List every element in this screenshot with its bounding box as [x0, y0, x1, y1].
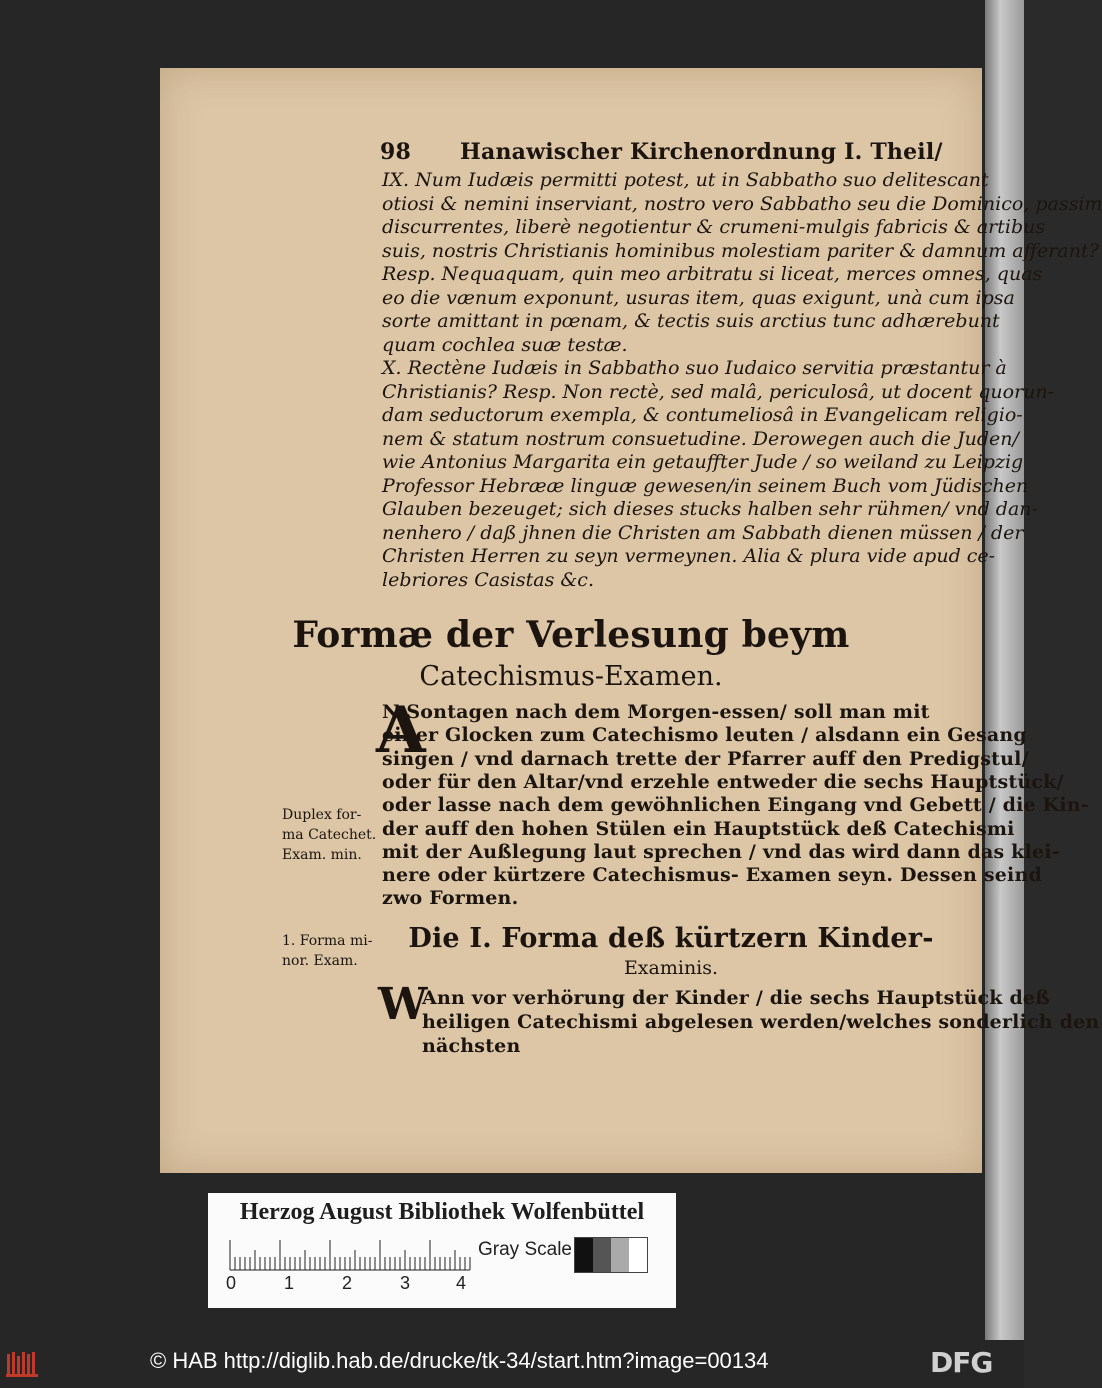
text-line: X. Rectène Iudæis in Sabbatho suo Iudaico servitia præstantur à	[382, 357, 1007, 379]
text-line: nächsten	[422, 1035, 521, 1057]
text-line: oder für den Altar/vnd erzehle entweder die sechs Hauptstück/	[382, 770, 1064, 793]
drop-capital-w: W	[378, 979, 428, 1030]
ruler-number: 2	[342, 1273, 353, 1293]
footer-bar	[0, 1340, 1024, 1388]
text-line: mit der Außlegung laut sprechen / vnd das wird dann das klei-	[382, 840, 1060, 863]
text-line: otiosi & nemini inserviant, nostro vero Sabbatho seu die Dominico, passim	[382, 192, 1102, 215]
text-line: quam cochlea suæ testæ.	[382, 333, 628, 356]
text-line: zwo Formen.	[382, 887, 519, 910]
text-line: Christen Herren zu seyn vermeynen. Alia & plura vide apud ce-	[382, 545, 996, 567]
running-title: Hanawischer Kirchenordnung I. Theil/	[460, 139, 943, 165]
gray-scale-swatch	[574, 1237, 648, 1273]
text-line: Ann vor verhörung der Kinder / die sechs Hauptstück deß	[422, 987, 1050, 1009]
sub-heading-examinis: Examinis.	[623, 957, 719, 979]
ruler-scale	[230, 1239, 470, 1271]
text-line: Resp. Nequaquam, quin meo arbitratu si liceat, merces omnes, quas	[382, 263, 1043, 285]
text-line: sorte amittant in pœnam, & tectis suis arctius tunc adhærebunt	[382, 310, 1000, 332]
section-subheading: Catechismus-Examen.	[419, 661, 723, 692]
margin-note-line: 1. Forma mi-	[282, 933, 373, 949]
hab-logo-icon	[6, 1350, 40, 1378]
margin-note-line: Duplex for-	[282, 807, 362, 823]
margin-note-line: Exam. min.	[282, 847, 362, 863]
copyright-link[interactable]: © HAB http://diglib.hab.de/drucke/tk-34/start.htm?image=00134	[150, 1348, 769, 1373]
text-line: discurrentes, liberè negotientur & crumeni-mulgis fabricis & artibus	[382, 216, 1046, 238]
ruler-number: 0	[226, 1273, 237, 1293]
library-label-card	[208, 1193, 676, 1308]
text-line: wie Antonius Margarita ein getauffter Jude / so weiland zu Leipzig	[382, 451, 1024, 473]
gray-scale-label: Gray Scale	[478, 1239, 572, 1260]
drop-capital-a: A	[376, 693, 426, 768]
text-line: N Sontagen nach dem Morgen-essen/ soll man mit	[382, 701, 930, 723]
swatch-black	[575, 1238, 593, 1272]
text-line: Glauben bezeuget; sich dieses stucks halben sehr rühmen/ vnd dan-	[382, 498, 1038, 520]
text-line: der auff den hohen Stülen ein Hauptstück deß Catechismi	[382, 817, 1015, 840]
text-line: eo die vænum exponunt, usuras item, quas exigunt, unà cum ipsa	[382, 286, 1015, 309]
text-line: Professor Hebrææ linguæ gewesen/in seinem Buch vom Jüdischen	[382, 474, 1029, 497]
text-line: einer Glocken zum Catechismo leuten / alsdann ein Gesang	[382, 724, 1027, 747]
text-line: IX. Num Iudæis permitti potest, ut in Sabbatho suo delitescant	[382, 169, 989, 191]
swatch-white	[629, 1238, 647, 1272]
text-line: dam seductorum exempla, & contumeliosâ in Evangelicam religio-	[382, 404, 1023, 426]
ruler-number: 4	[456, 1273, 467, 1293]
margin-note-line: nor. Exam.	[282, 953, 358, 969]
text-line: lebriores Casistas &c.	[382, 568, 594, 591]
ruler-number: 1	[284, 1273, 295, 1293]
swatch-light-gray	[611, 1238, 629, 1272]
text-line: nem & statum nostrum consuetudine. Derowegen auch die Juden/	[382, 427, 1019, 450]
text-line: singen / vnd darnach trette der Pfarrer auff den Predigstul/	[382, 747, 1029, 770]
margin-note-line: ma Catechet.	[282, 827, 377, 843]
library-name: Herzog August Bibliothek Wolfenbüttel	[239, 1199, 645, 1225]
book-page	[160, 68, 1102, 1173]
sub-heading-forma: Die I. Forma deß kürtzern Kinder-	[408, 923, 934, 954]
ruler-number: 3	[400, 1273, 411, 1293]
text-line: oder lasse nach dem gewöhnlichen Eingang vnd Gebett / die Kin-	[382, 794, 1089, 817]
text-line: Christianis? Resp. Non rectè, sed malâ, periculosâ, ut docent quorun-	[382, 380, 1055, 403]
text-line: suis, nostris Christianis hominibus molestiam pariter & damnum afferant?	[382, 239, 1099, 262]
section-heading: Formæ der Verlesung beym	[292, 614, 850, 656]
page-number: 98	[380, 139, 412, 165]
text-line: nenhero / daß jhnen die Christen am Sabbath dienen müssen / der	[382, 521, 1024, 544]
dfg-logo: DFG	[930, 1346, 993, 1379]
swatch-dark-gray	[593, 1238, 611, 1272]
text-line: nere oder kürtzere Catechismus- Examen seyn. Dessen seind	[382, 864, 1042, 887]
text-line: heiligen Catechismi abgelesen werden/welches sonderlich den	[422, 1011, 1100, 1033]
